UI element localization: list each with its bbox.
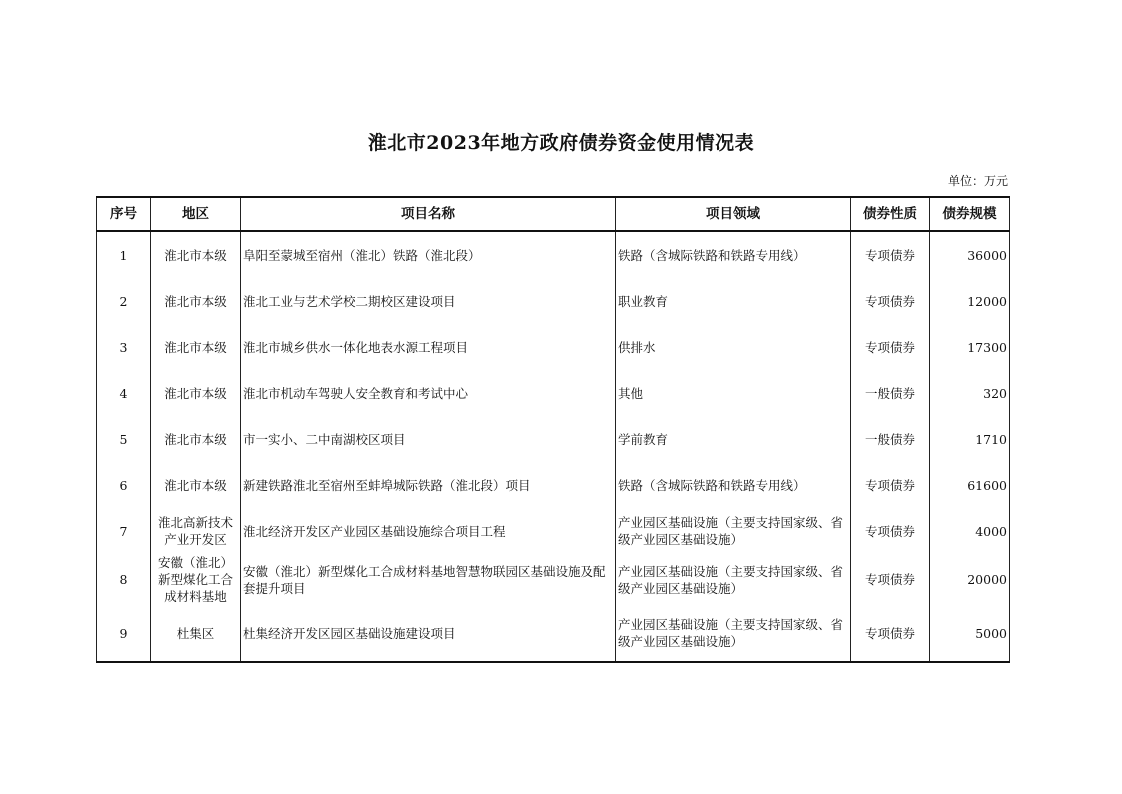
cell-seq: 2 bbox=[97, 278, 151, 324]
cell-bond-nature: 专项债券 bbox=[851, 278, 930, 324]
header-region: 地区 bbox=[151, 197, 241, 231]
cell-project-name: 淮北工业与艺术学校二期校区建设项目 bbox=[241, 278, 616, 324]
header-seq: 序号 bbox=[97, 197, 151, 231]
cell-region: 淮北高新技术产业开发区 bbox=[151, 508, 241, 554]
cell-project-name: 阜阳至蒙城至宿州（淮北）铁路（淮北段） bbox=[241, 231, 616, 278]
cell-region: 杜集区 bbox=[151, 605, 241, 662]
table-row bbox=[97, 605, 1010, 662]
cell-project-field: 其他 bbox=[616, 370, 851, 416]
cell-seq: 7 bbox=[97, 508, 151, 554]
table-row bbox=[97, 324, 1010, 370]
table-row bbox=[97, 554, 1010, 605]
table-row bbox=[97, 231, 1010, 278]
cell-bond-nature: 专项债券 bbox=[851, 462, 930, 508]
cell-bond-amount: 1710 bbox=[930, 416, 1010, 462]
table-row bbox=[97, 416, 1010, 462]
cell-bond-nature: 一般债券 bbox=[851, 416, 930, 462]
table-row bbox=[97, 508, 1010, 554]
cell-project-field: 学前教育 bbox=[616, 416, 851, 462]
cell-bond-nature: 专项债券 bbox=[851, 324, 930, 370]
cell-bond-amount: 12000 bbox=[930, 278, 1010, 324]
cell-bond-nature: 专项债券 bbox=[851, 231, 930, 278]
cell-project-field: 供排水 bbox=[616, 324, 851, 370]
cell-bond-nature: 专项债券 bbox=[851, 508, 930, 554]
cell-region: 淮北市本级 bbox=[151, 278, 241, 324]
cell-seq: 3 bbox=[97, 324, 151, 370]
document-title: 淮北市2023年地方政府债券资金使用情况表 bbox=[367, 132, 755, 154]
cell-bond-amount: 5000 bbox=[930, 605, 1010, 662]
cell-seq: 1 bbox=[97, 231, 151, 278]
cell-seq: 6 bbox=[97, 462, 151, 508]
cell-bond-amount: 17300 bbox=[930, 324, 1010, 370]
cell-bond-nature: 专项债券 bbox=[851, 605, 930, 662]
cell-region: 淮北市本级 bbox=[151, 462, 241, 508]
table-row bbox=[97, 278, 1010, 324]
cell-project-name: 杜集经济开发区园区基础设施建设项目 bbox=[241, 605, 616, 662]
cell-region: 淮北市本级 bbox=[151, 231, 241, 278]
cell-region: 淮北市本级 bbox=[151, 416, 241, 462]
cell-project-field: 产业园区基础设施（主要支持国家级、省级产业园区基础设施） bbox=[616, 605, 851, 662]
cell-bond-amount: 20000 bbox=[930, 554, 1010, 605]
cell-region: 安徽（淮北）新型煤化工合成材料基地 bbox=[151, 554, 241, 605]
cell-seq: 8 bbox=[97, 554, 151, 605]
cell-project-name: 市一实小、二中南湖校区项目 bbox=[241, 416, 616, 462]
unit-label: 单位：万元 bbox=[947, 174, 1008, 188]
cell-project-field: 铁路（含城际铁路和铁路专用线） bbox=[616, 462, 851, 508]
cell-project-name: 淮北市城乡供水一体化地表水源工程项目 bbox=[241, 324, 616, 370]
header-bond-nature: 债券性质 bbox=[851, 197, 930, 231]
cell-bond-amount: 61600 bbox=[930, 462, 1010, 508]
cell-project-field: 产业园区基础设施（主要支持国家级、省级产业园区基础设施） bbox=[616, 554, 851, 605]
header-bond-amount: 债券规模 bbox=[930, 197, 1010, 231]
header-project-field: 项目领域 bbox=[616, 197, 851, 231]
cell-bond-amount: 36000 bbox=[930, 231, 1010, 278]
cell-bond-nature: 专项债券 bbox=[851, 554, 930, 605]
cell-project-field: 铁路（含城际铁路和铁路专用线） bbox=[616, 231, 851, 278]
cell-seq: 4 bbox=[97, 370, 151, 416]
cell-region: 淮北市本级 bbox=[151, 370, 241, 416]
cell-project-name: 安徽（淮北）新型煤化工合成材料基地智慧物联园区基础设施及配套提升项目 bbox=[241, 554, 616, 605]
header-project-name: 项目名称 bbox=[241, 197, 616, 231]
cell-region: 淮北市本级 bbox=[151, 324, 241, 370]
cell-project-field: 职业教育 bbox=[616, 278, 851, 324]
table-row bbox=[97, 370, 1010, 416]
cell-bond-amount: 4000 bbox=[930, 508, 1010, 554]
cell-seq: 5 bbox=[97, 416, 151, 462]
cell-seq: 9 bbox=[97, 605, 151, 662]
cell-bond-nature: 一般债券 bbox=[851, 370, 930, 416]
cell-project-name: 淮北市机动车驾驶人安全教育和考试中心 bbox=[241, 370, 616, 416]
table-header-row bbox=[97, 197, 1010, 231]
debt-table bbox=[96, 196, 1010, 663]
cell-project-field: 产业园区基础设施（主要支持国家级、省级产业园区基础设施） bbox=[616, 508, 851, 554]
cell-project-name: 淮北经济开发区产业园区基础设施综合项目工程 bbox=[241, 508, 616, 554]
table-row bbox=[97, 462, 1010, 508]
cell-bond-amount: 320 bbox=[930, 370, 1010, 416]
cell-project-name: 新建铁路淮北至宿州至蚌埠城际铁路（淮北段）项目 bbox=[241, 462, 616, 508]
